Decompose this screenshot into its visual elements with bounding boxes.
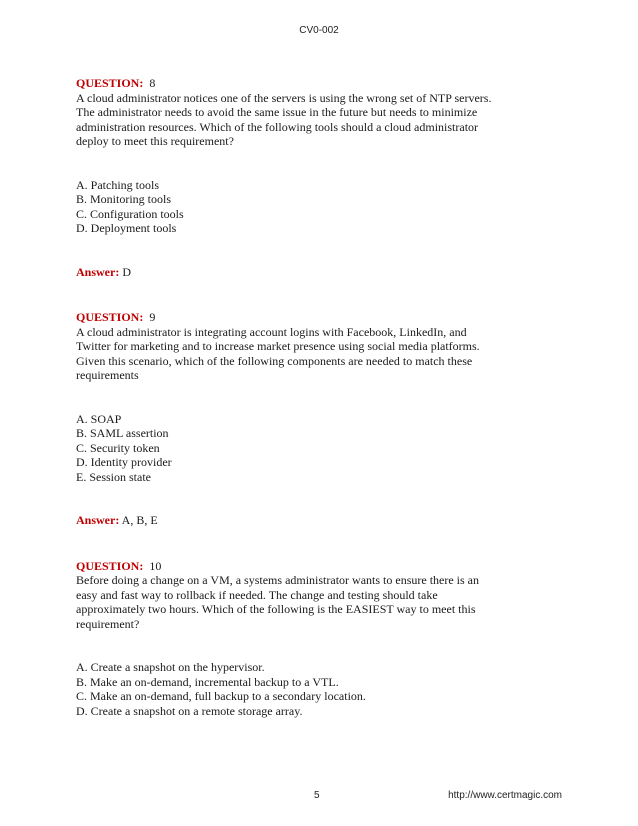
question-label: QUESTION: <box>76 558 144 573</box>
answer-label: Answer: <box>76 513 120 527</box>
question-heading <box>76 76 546 91</box>
stem-line: administration resources. Which of the following tools should a cloud administrator <box>76 119 479 134</box>
stem-line: approximately two hours. Which of the following is the EASIEST way to meet this <box>76 602 476 616</box>
question-number: 8 <box>149 76 156 90</box>
question-stem <box>76 91 546 149</box>
answer-options <box>76 660 546 718</box>
stem-line: requirements <box>76 368 139 382</box>
answer-line <box>76 513 546 528</box>
question-label: QUESTION: <box>76 310 144 324</box>
stem-line: A cloud administrator notices one of the servers is using the wrong set of NTP servers. <box>76 90 492 105</box>
stem-line: A cloud administrator is integrating account logins with Facebook, LinkedIn, and <box>76 324 467 339</box>
option-d: D. Identity provider <box>76 455 172 469</box>
question-number: 10 <box>149 558 162 573</box>
stem-line: Given this scenario, which of the following components are needed to match these <box>76 353 473 368</box>
stem-line: deploy to meet this requirement? <box>76 134 234 148</box>
option-d: D. Create a snapshot on a remote storage array. <box>76 703 303 718</box>
option-e: E. Session state <box>76 469 151 484</box>
option-d: D. Deployment tools <box>76 221 177 235</box>
option-b: B. Monitoring tools <box>76 192 172 206</box>
option-b: B. Make an on-demand, incremental backup to a VTL. <box>76 674 339 689</box>
option-a: A. Patching tools <box>76 177 159 192</box>
question-number: 9 <box>149 310 156 324</box>
question-block <box>76 76 546 279</box>
question-heading <box>76 310 546 325</box>
option-a: A. Create a snapshot on the hypervisor. <box>76 660 265 674</box>
stem-line: requirement? <box>76 616 140 631</box>
option-c: C. Security token <box>76 440 160 455</box>
stem-line: The administrator needs to avoid the same issue in the future but needs to minimize <box>76 105 478 119</box>
answer-options <box>76 412 546 485</box>
document-body <box>76 76 546 749</box>
stem-line: easy and fast way to rollback if needed. The change and testing should take <box>76 587 438 602</box>
question-label: QUESTION: <box>76 76 144 90</box>
question-block <box>76 310 546 528</box>
question-block <box>76 559 546 719</box>
question-stem <box>76 325 546 383</box>
question-stem <box>76 573 546 631</box>
page-header: CV0-002 <box>299 25 339 36</box>
stem-line: Before doing a change on a VM, a systems administrator wants to ensure there is an <box>76 573 480 587</box>
answer-options <box>76 178 546 236</box>
option-a: A. SOAP <box>76 411 122 426</box>
option-b: B. SAML assertion <box>76 426 169 440</box>
footer-url[interactable]: http://www.certmagic.com <box>448 790 562 801</box>
option-c: C. Make an on-demand, full backup to a secondary location. <box>76 689 366 703</box>
option-c: C. Configuration tools <box>76 206 184 221</box>
stem-line: Twitter for marketing and to increase market presence using social media platforms. <box>76 339 480 353</box>
answer-value: A, B, E <box>121 513 158 527</box>
page-number: 5 <box>314 790 320 801</box>
answer-label: Answer: <box>76 264 120 279</box>
answer-line <box>76 265 546 280</box>
answer-value: D <box>122 264 131 279</box>
question-heading <box>76 559 546 574</box>
